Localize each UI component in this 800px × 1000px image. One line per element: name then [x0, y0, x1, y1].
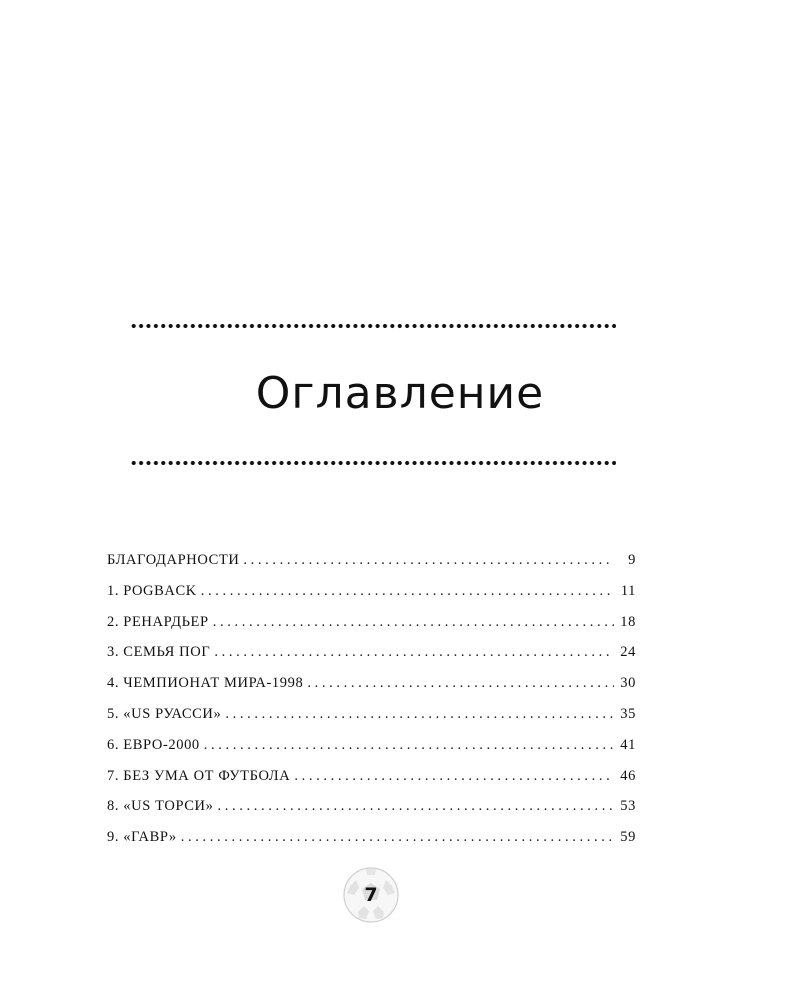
toc-entry-title: 4. ЧЕМПИОНАТ МИРА-1998 — [107, 675, 304, 692]
toc-entry[interactable] — [107, 798, 636, 829]
toc-entry[interactable] — [107, 552, 636, 583]
toc-entry-title: 6. ЕВРО-2000 — [107, 736, 200, 753]
toc-entry[interactable] — [107, 737, 636, 768]
toc-entry[interactable] — [107, 583, 636, 614]
toc-entry-page: 9 — [628, 552, 636, 568]
toc-entry[interactable] — [107, 829, 636, 860]
toc-entry-title: 8. «US ТОРСИ» — [107, 798, 214, 815]
toc-leader-dots — [243, 552, 614, 569]
toc-entry-page: 59 — [620, 829, 636, 846]
toc-entry-page: 53 — [620, 798, 636, 815]
toc-leader-dots — [307, 675, 614, 692]
toc-entry[interactable] — [107, 706, 636, 737]
toc-leader-dots — [213, 614, 614, 631]
toc-entry-title: 1. POGBACK — [107, 582, 197, 599]
toc-entry-page: 24 — [620, 644, 636, 661]
table-of-contents — [107, 552, 636, 860]
toc-entry[interactable] — [107, 644, 636, 675]
toc-leader-dots — [225, 706, 614, 723]
toc-leader-dots — [214, 644, 614, 661]
toc-entry[interactable] — [107, 614, 636, 645]
toc-entry-page: 18 — [620, 613, 636, 630]
toc-entry-page: 46 — [620, 767, 636, 784]
toc-entry-page: 11 — [620, 582, 636, 599]
page-number: 7 — [364, 884, 378, 906]
dotted-divider-bottom — [130, 460, 616, 466]
page-title: Оглавление — [255, 368, 545, 419]
toc-entry[interactable] — [107, 675, 636, 706]
toc-entry-title: 2. РЕНАРДЬЕР — [107, 613, 209, 630]
toc-entry-page: 41 — [620, 736, 636, 753]
toc-entry[interactable] — [107, 768, 636, 799]
toc-entry-page: 30 — [620, 675, 636, 692]
toc-leader-dots — [294, 768, 614, 785]
toc-leader-dots — [217, 798, 614, 815]
toc-entry-title: 5. «US РУАССИ» — [107, 705, 222, 722]
toc-leader-dots — [204, 737, 614, 754]
toc-entry-title: 9. «ГАВР» — [107, 829, 177, 846]
toc-entry-title: 7. БЕЗ УМА ОТ ФУТБОЛА — [107, 767, 291, 784]
toc-entry-page: 35 — [620, 705, 636, 722]
toc-entry-title: 3. СЕМЬЯ ПОГ — [107, 644, 211, 661]
toc-leader-dots — [201, 583, 614, 600]
toc-entry-title: БЛАГОДАРНОСТИ — [107, 552, 240, 568]
dotted-divider-top — [130, 323, 616, 329]
toc-leader-dots — [181, 829, 614, 846]
